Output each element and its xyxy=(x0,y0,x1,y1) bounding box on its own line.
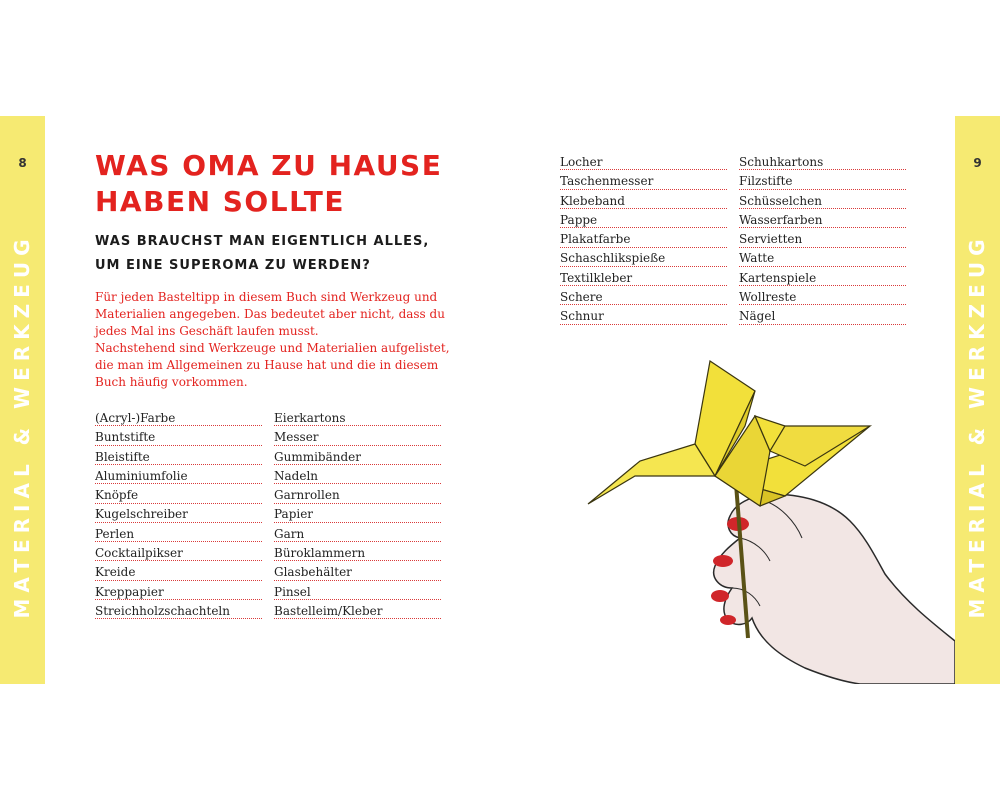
book-spread xyxy=(0,116,1000,684)
list-item: Pappe xyxy=(560,213,727,228)
left-side-strip xyxy=(0,116,45,684)
list-item: Textilkleber xyxy=(560,271,727,286)
list-item: Plakatfarbe xyxy=(560,232,727,247)
page-subtitle: WAS BRAUCHST MAN EIGENTLICH ALLES, UM EINE SUPEROMA ZU WERDEN? xyxy=(95,234,430,273)
list-item: Kreppapier xyxy=(95,585,262,600)
list-item: Streichholzschachteln xyxy=(95,604,262,619)
side-label-right: MATERIAL & WERKZEUG xyxy=(965,233,989,619)
list-item: Glasbehälter xyxy=(274,565,441,580)
hand-illustration xyxy=(711,494,955,684)
list-item: Perlen xyxy=(95,527,262,542)
list-item: Aluminiumfolie xyxy=(95,469,262,484)
page-title: WAS OMA ZU HAUSE HABEN SOLLTE xyxy=(95,149,443,218)
list-item: Pinsel xyxy=(274,585,441,600)
list-item: Schüsselchen xyxy=(739,194,906,209)
list-item: Cocktailpikser xyxy=(95,546,262,561)
list-item: Kugelschreiber xyxy=(95,507,262,522)
list-item: Eierkartons xyxy=(274,411,441,426)
list-item: Watte xyxy=(739,251,906,266)
list-item: Nägel xyxy=(739,309,906,324)
list-item: Klebeband xyxy=(560,194,727,209)
origami-crane-illustration xyxy=(580,356,955,684)
page-number-left: 8 xyxy=(18,156,27,170)
intro-paragraph-2: Nachstehend sind Werkzeuge und Materialien aufgelistet, die man im Allgemeinen zu Hause hat und die in diesem Buch häufig vorkommen. xyxy=(95,341,450,389)
list-item: Schnur xyxy=(560,309,727,324)
intro-text xyxy=(95,289,455,391)
list-item: Schere xyxy=(560,290,727,305)
materials-list-left-col1 xyxy=(95,411,262,623)
list-item: Garn xyxy=(274,527,441,542)
intro-paragraph-1: Für jeden Basteltipp in diesem Buch sind Werkzeug und Materialien angegeben. Das bedeutet aber nicht, dass du jedes Mal ins Geschäft laufen musst. xyxy=(95,290,445,338)
page-number-right: 9 xyxy=(973,156,982,170)
list-item: Papier xyxy=(274,507,441,522)
list-item: Büroklammern xyxy=(274,546,441,561)
list-item: Gummibänder xyxy=(274,450,441,465)
crane-illustration xyxy=(588,361,870,506)
list-item: Schuhkartons xyxy=(739,155,906,170)
right-side-strip xyxy=(955,116,1000,684)
side-label-left: MATERIAL & WERKZEUG xyxy=(10,233,34,619)
list-item: Schaschlikspieße xyxy=(560,251,727,266)
list-item: Servietten xyxy=(739,232,906,247)
list-item: Wasserfarben xyxy=(739,213,906,228)
list-item: Nadeln xyxy=(274,469,441,484)
list-item: Wollreste xyxy=(739,290,906,305)
list-item: Bastelleim/Kleber xyxy=(274,604,441,619)
materials-list-right-col1 xyxy=(560,155,727,329)
materials-list-left-col2 xyxy=(274,411,441,623)
list-item: Messer xyxy=(274,430,441,445)
list-item: (Acryl-)Farbe xyxy=(95,411,262,426)
list-item: Locher xyxy=(560,155,727,170)
materials-list-right-col2 xyxy=(739,155,906,329)
list-item: Buntstifte xyxy=(95,430,262,445)
list-item: Kartenspiele xyxy=(739,271,906,286)
list-item: Bleistifte xyxy=(95,450,262,465)
list-item: Garnrollen xyxy=(274,488,441,503)
list-item: Knöpfe xyxy=(95,488,262,503)
list-item: Kreide xyxy=(95,565,262,580)
list-item: Taschenmesser xyxy=(560,174,727,189)
list-item: Filzstifte xyxy=(739,174,906,189)
